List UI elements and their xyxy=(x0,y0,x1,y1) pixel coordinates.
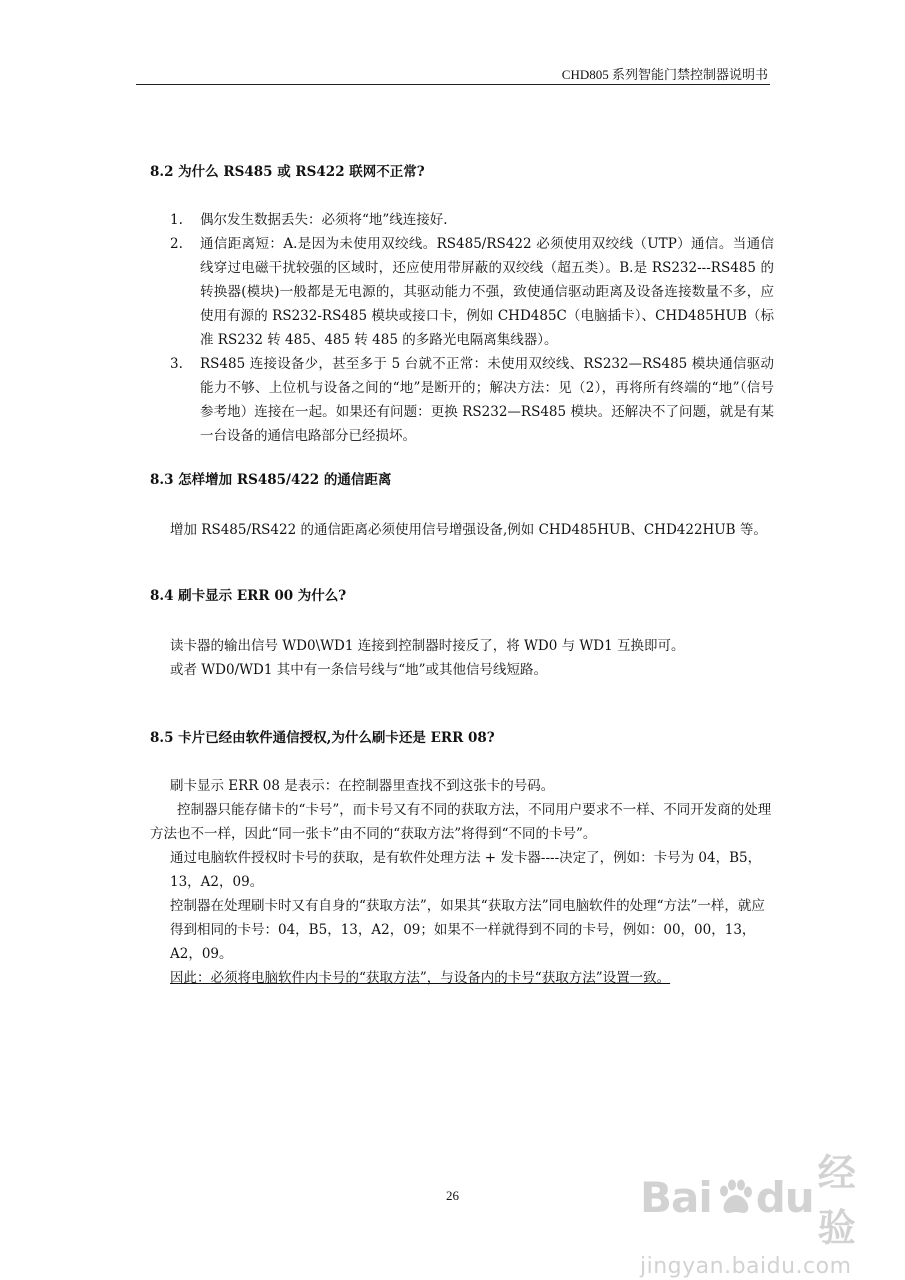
watermark-url: jingyan.baidu.com xyxy=(640,1254,852,1279)
list-item xyxy=(150,232,774,352)
document-header-title: CHD805 系列智能门禁控制器说明书 xyxy=(561,67,768,82)
section-8-2-heading: 8.2 为什么 RS485 或 RS422 联网不正常? xyxy=(150,164,425,180)
paw-icon xyxy=(714,1176,754,1218)
list-item-text: 通信距离短：A.是因为未使用双绞线。RS485/RS422 必须使用双绞线（UTP）通信。当通信线穿过电磁干扰较强的区域时，还应使用带屏蔽的双绞线（超五类）。B.是 RS232---RS485 的转换器(模块)一般都是无电源的，其驱动能力不强，致使通信驱动距离及设备连接数量不多，应使用有源的 RS232-RS485 模块或接口卡，例如 CHD485C（电脑插卡）、CHD485HUB（标准 RS232 转 485、485 转 485 的多路光电隔离集线器）。 xyxy=(200,236,774,348)
baidu-jingyan-watermark xyxy=(640,1142,890,1279)
section-8-5-heading: 8.5 卡片已经由软件通信授权,为什么刷卡还是 ERR 08? xyxy=(150,730,495,746)
watermark-logo-row xyxy=(640,1142,890,1252)
list-item xyxy=(150,352,774,448)
list-item-text: RS485 连接设备少，甚至多于 5 台就不正常：未使用双绞线、RS232—RS485 模块通信驱动能力不够、上位机与设备之间的“地”是断开的；解决方法：见（2），再将所有终端的“地”（信号参考地）连接在一起。如果还有问题：更换 RS232—RS485 模块。还解决不了问题，就是有某一台设备的通信电路部分已经损坏。 xyxy=(200,356,774,444)
watermark-brand: Bai xyxy=(640,1172,712,1222)
section-8-5-paragraph: 控制器在处理刷卡时又有自身的“获取方法”，如果其“获取方法”同电脑软件的处理“方法”一样，就应得到相同的卡号：04，B5，13，A2，09；如果不一样就得到不同的卡号，例如：00，00，13，A2，09。 xyxy=(170,898,765,962)
header-rule xyxy=(136,84,770,85)
list-item-number: 1. xyxy=(170,212,183,228)
section-8-2-list xyxy=(150,208,774,448)
list-item-text: 偶尔发生数据丢失：必须将“地”线连接好. xyxy=(200,212,448,228)
section-8-3-heading: 8.3 怎样增加 RS485/422 的通信距离 xyxy=(150,472,392,488)
section-8-5-conclusion: 因此：必须将电脑软件内卡号的“获取方法”，与设备内的卡号“获取方法”设置一致。 xyxy=(170,970,671,986)
list-item-number: 3. xyxy=(170,356,183,372)
page-content xyxy=(150,160,774,990)
list-item xyxy=(150,208,774,232)
section-8-5-paragraph: 控制器只能存储卡的“卡号”，而卡号又有不同的获取方法，不同用户要求不一样、不同开发商的处理方法也不一样，因此“同一张卡”由不同的“获取方法”将得到“不同的卡号”。 xyxy=(150,802,772,842)
watermark-brand-tail: du xyxy=(755,1172,814,1222)
section-8-5-paragraph: 刷卡显示 ERR 08 是表示：在控制器里查找不到这张卡的号码。 xyxy=(170,778,555,794)
section-8-3-paragraph: 增加 RS485/RS422 的通信距离必须使用信号增强设备,例如 CHD485HUB、CHD422HUB 等。 xyxy=(170,522,767,538)
section-8-4-line: 或者 WD0/WD1 其中有一条信号线与“地”或其他信号线短路。 xyxy=(170,662,548,678)
section-8-5-paragraph: 通过电脑软件授权时卡号的获取，是有软件处理方法 + 发卡器----决定了，例如：卡号为 04，B5，13，A2，09。 xyxy=(170,850,762,890)
watermark-cn: 经验 xyxy=(817,1151,856,1250)
list-item-number: 2. xyxy=(170,236,183,252)
page-number: 26 xyxy=(446,1188,459,1203)
section-8-4-line: 读卡器的输出信号 WD0\WD1 连接到控制器时接反了，将 WD0 与 WD1 互换即可。 xyxy=(170,638,685,654)
section-8-4-heading: 8.4 刷卡显示 ERR 00 为什么? xyxy=(150,588,347,604)
